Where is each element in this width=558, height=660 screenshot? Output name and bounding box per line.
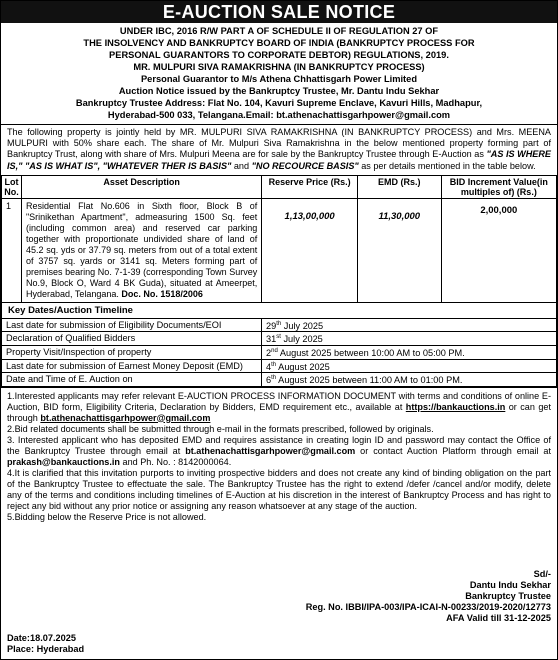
notice-place: Place: Hyderabad — [7, 644, 85, 654]
bankauctions-link[interactable]: https://bankauctions.in — [405, 401, 506, 412]
timeline-label: Last date for submission of Eligibility Documents/EOI — [2, 318, 262, 332]
signature-block — [1, 569, 557, 657]
intro-text: as per details mentioned in the table below. — [358, 160, 536, 171]
header-line: THE INSOLVENCY AND BANKRUPTCY BOARD OF INDIA (BANKRUPTCY PROCESS FOR — [83, 38, 475, 48]
header-line: Bankruptcy Trustee Address: Flat No. 104, Kavuri Supreme Enclave, Kavuri Hills, Madhapur, — [75, 98, 483, 108]
note-text: or contact Auction Platform through email at — [355, 445, 551, 456]
table-row — [2, 318, 557, 332]
header-line: Hyderabad-500 033, Telangana.Email: bt.athenachattisgarhpower@gmail.com — [107, 110, 451, 120]
intro-text: The following property is jointly held by MR. MULPURI SIVA RAMAKRISHNA (IN BANKRUPTCY PROCESS) and Mrs. MEENA MULPURI with 50% share each. The share of Mr. Mulpuri Siva Ramakrishna in the below mentioned property forming part of Bankruptcy Trust, along with share of Mrs. Mulpuri Meena are for sale by the Bankruptcy Trustee through E-Auction as — [7, 127, 551, 160]
date-place — [7, 633, 84, 655]
header-line: PERSONAL GUARANTORS TO CORPORATE DEBTOR) REGULATIONS, 2019. — [109, 50, 449, 60]
asset-description-text: Residential Flat No.606 in Sixth floor, Block B of "Srinikethan Apartment", admeasuring 1500 Sq. feet (including common area) and reserved car parking together with proportionate undivided share of land of 45.2 sq. yds or 37.79 sq. meters from out of a total extent of 3757 sq. yards or 3141 sq. Meters forming part of premises bearing No. 7-1-39 (corresponding Town Survey No.9, Block O, Ward 4 BK Guda), situated at Ameerpet, Hyderabad, Telangana. — [25, 200, 258, 299]
timeline-day: 31 — [266, 334, 277, 345]
timeline-date-text: July 2025 — [281, 320, 324, 331]
table-row — [2, 345, 557, 359]
lot-number: 1 — [2, 198, 22, 302]
header-line: MR. MULPURI SIVA RAMAKRISHNA (IN BANKRUPTCY PROCESS) — [133, 62, 425, 72]
col-header-reserve-price: Reserve Price (Rs.) — [262, 175, 358, 198]
bid-increment: 2,00,000 — [441, 198, 556, 302]
note-5: 5.Bidding below the Reserve Price is not allowed. — [7, 511, 207, 522]
notes-section — [1, 387, 557, 525]
note-text: 3. Interested applicant who has deposited EMD and requires assistance in creating login ID and password may contact the Office of the Bankruptcy Trustee through email at — [7, 434, 551, 456]
signatory — [306, 569, 551, 624]
emd-amount: 11,30,000 — [357, 198, 441, 302]
note-text: or can get through — [7, 401, 551, 423]
timeline-table — [1, 318, 557, 387]
col-header-lot: Lot No. — [2, 175, 22, 198]
timeline-value — [262, 373, 557, 387]
table-row — [2, 332, 557, 346]
signatory-name: Dantu Indu Sekhar — [469, 580, 551, 590]
asset-table — [1, 175, 557, 303]
col-header-bid-increment: BID Increment Value(in multiples of) (Rs.) — [441, 175, 556, 198]
timeline-day: 4 — [266, 361, 272, 372]
asset-table-header — [2, 175, 557, 198]
trustee-email-link[interactable]: bt.athenachattisgarhpower@gmail.com — [185, 445, 356, 456]
registration-number: Reg. No. IBBI/IPA-003/IPA-ICAI-N-00233/2019-2020/12773 — [305, 602, 551, 612]
timeline-title: Key Dates/Auction Timeline — [1, 303, 557, 318]
timeline-date-text: August 2025 between 11:00 AM to 01:00 PM. — [276, 375, 463, 386]
timeline-label: Last date for submission of Earnest Money Deposit (EMD) — [2, 359, 262, 373]
asset-description — [21, 198, 261, 302]
col-header-emd: EMD (Rs.) — [357, 175, 441, 198]
table-row — [2, 359, 557, 373]
intro-paragraph — [1, 124, 557, 175]
table-row — [2, 198, 557, 302]
timeline-day: 2 — [266, 348, 272, 358]
timeline-value — [262, 318, 557, 332]
timeline-day-suffix: th — [271, 361, 277, 368]
timeline-day-suffix: th — [276, 320, 282, 327]
timeline-value — [262, 345, 557, 359]
intro-basis-text: "AS IS WHERE IS," "AS IS WHAT IS", "WHATEVER THER IS BASIS" — [7, 149, 551, 171]
timeline-date-text: August 2025 between 10:00 AM to 05:00 PM. — [277, 348, 465, 358]
timeline-label: Property Visit/Inspection of property — [2, 345, 262, 359]
header-line: Auction Notice issued by the Bankruptcy Trustee, Mr. Dantu Indu Sekhar — [118, 86, 440, 96]
col-header-description: Asset Description — [21, 175, 261, 198]
doc-number: Doc. No. 1518/2006 — [121, 288, 203, 299]
timeline-day-suffix: th — [271, 375, 277, 382]
header-line: UNDER IBC, 2016 R/W PART A OF SCHEDULE II OF REGULATION 27 OF — [119, 26, 439, 36]
timeline-date-text: August 2025 — [276, 361, 330, 372]
reserve-price: 1,13,00,000 — [262, 198, 358, 302]
signatory-role: Bankruptcy Trustee — [465, 591, 551, 601]
timeline-label: Date and Time of E. Auction on — [2, 373, 262, 387]
note-4: 4.It is clarified that this invitation purports to inviting prospective bidders and does not create any kind of binding obligation on the part of the Bankruptcy Trustee to effectuate the sale. The Bankruptcy Trustee has the right to extend /defer /cancel and/or modify, delete any of the terms and conditions including timelines of E-Auction at his discretion in the interest of Bankruptcy Process and has right to reject any bid without any prior notice or assigning any reason whatsoever at any stage of the auction. — [7, 467, 551, 511]
note-text: 1.Interested applicants may refer relevant E-AUCTION PROCESS INFORMATION DOCUMENT with terms and conditions of online E-Auction, BID form, Eligibility Criteria, Declaration by Bidders, EMD requirement etc., available at — [7, 390, 551, 412]
platform-email-link[interactable]: prakash@bankauctions.in — [7, 456, 120, 467]
header-line: Personal Guarantor to M/s Athena Chhattisgarh Power Limited — [140, 74, 418, 84]
note-text: and Ph. No. : 8142000064. — [119, 456, 232, 467]
table-row — [2, 373, 557, 387]
timeline-day: 29 — [266, 320, 277, 331]
timeline-date-text: July 2025 — [280, 334, 323, 345]
intro-text: and — [231, 160, 252, 171]
timeline-day-suffix: nd — [271, 347, 278, 354]
timeline-day: 6 — [266, 375, 272, 386]
notice-header — [1, 23, 557, 124]
timeline-label: Declaration of Qualified Bidders — [2, 332, 262, 346]
intro-recourse-text: "NO RECOURCE BASIS" — [251, 160, 359, 171]
note-2: 2.Bid related documents shall be submitted through e-mail in the formats prescribed, followed by originals. — [7, 423, 434, 434]
afa-validity: AFA Valid till 31-12-2025 — [446, 613, 551, 623]
timeline-value — [262, 359, 557, 373]
sd-mark: Sd/- — [533, 569, 551, 579]
timeline-value — [262, 332, 557, 346]
notice-title: E-AUCTION SALE NOTICE — [1, 1, 557, 23]
note-1 — [7, 391, 551, 424]
notice-date: Date:18.07.2025 — [7, 633, 76, 643]
note-3 — [7, 435, 551, 468]
timeline-day-suffix: st — [276, 334, 281, 341]
trustee-email-link[interactable]: bt.athenachattisgarhpower@gmail.com — [40, 412, 211, 423]
